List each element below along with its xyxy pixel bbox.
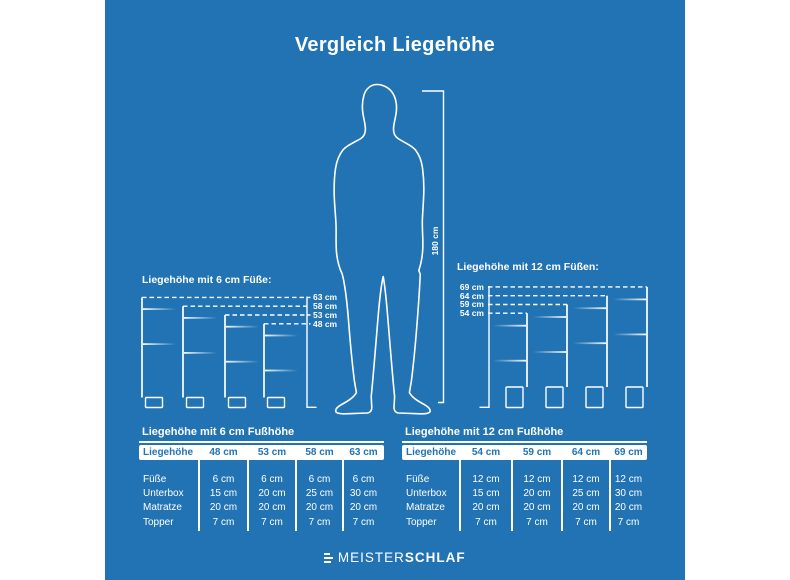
left-measure-label: 63 cm [313,292,338,302]
infographic-panel [105,0,685,580]
brand-name-suffix: SCHLAF [404,550,466,565]
table-rule [402,441,647,443]
brand-name-prefix: MEISTER [337,550,405,565]
table-body [139,460,384,530]
header-cell: 59 cm [522,447,552,458]
header-cell: Liegehöhe [406,447,457,458]
left-measure-label: 53 cm [313,310,338,320]
page-title: Vergleich Liegehöhe [294,34,496,56]
table-body [402,460,647,530]
table-row: Unterbox 15 cm 20 cm 25 cm 30 cm [143,488,378,500]
left-beds-diagram [142,297,317,408]
header-cell: 63 cm [349,447,378,458]
header-cell: 48 cm [209,447,238,458]
right-measure-label: 54 cm [459,308,484,318]
table-row: Füße 6 cm 6 cm 6 cm 6 cm [143,474,375,485]
column-divider [342,460,344,531]
table-6cm [139,426,384,530]
column-divider [609,460,611,531]
table-row: Unterbox 15 cm 20 cm 25 cm 30 cm [406,488,643,500]
human-silhouette [334,85,430,414]
left-group-title: Liegehöhe mit 6 cm Füße: [142,274,272,286]
column-divider [295,460,297,531]
right-measure-label: 69 cm [459,281,484,292]
table-12cm [402,426,647,530]
table-rule [139,441,384,443]
column-divider [561,460,563,531]
header-cell: 58 cm [305,447,334,458]
header-cell: Liegehöhe [143,447,194,458]
right-measure-label: 64 cm [459,290,484,301]
header-cell: 64 cm [571,447,601,458]
table-title: Liegehöhe mit 12 cm Fußhöhe [405,426,564,438]
column-divider [198,460,200,531]
table-header-row [402,445,647,460]
left-measure-label: 48 cm [313,318,338,329]
mattress-layers-icon [324,553,333,564]
table-title: Liegehöhe mit 6 cm Fußhöhe [142,426,295,438]
table-row: Topper 7 cm 7 cm 7 cm 7 cm [406,516,640,528]
brand-logo-text [338,551,466,565]
column-divider [459,460,461,531]
brand-logo [105,548,685,568]
table-row: Füße 12 cm 12 cm 12 cm 12 cm [406,474,643,485]
right-beds-diagram [480,286,648,408]
figure-height-label: 180 cm [430,226,440,256]
table-row: Topper 7 cm 7 cm 7 cm 7 cm [143,516,375,528]
table-header-row [139,445,384,460]
header-cell: 69 cm [614,447,643,458]
header-cell: 54 cm [471,447,501,458]
table-row: Matratze 20 cm 20 cm 20 cm 20 cm [143,502,378,514]
right-measure-label: 59 cm [459,299,484,309]
table-row: Matratze 20 cm 20 cm 20 cm 20 cm [406,502,643,514]
left-measure-label: 58 cm [313,301,338,311]
column-divider [247,460,249,531]
column-divider [511,460,513,531]
header-cell: 53 cm [257,447,287,458]
right-group-title: Liegehöhe mit 12 cm Füßen: [457,261,599,273]
